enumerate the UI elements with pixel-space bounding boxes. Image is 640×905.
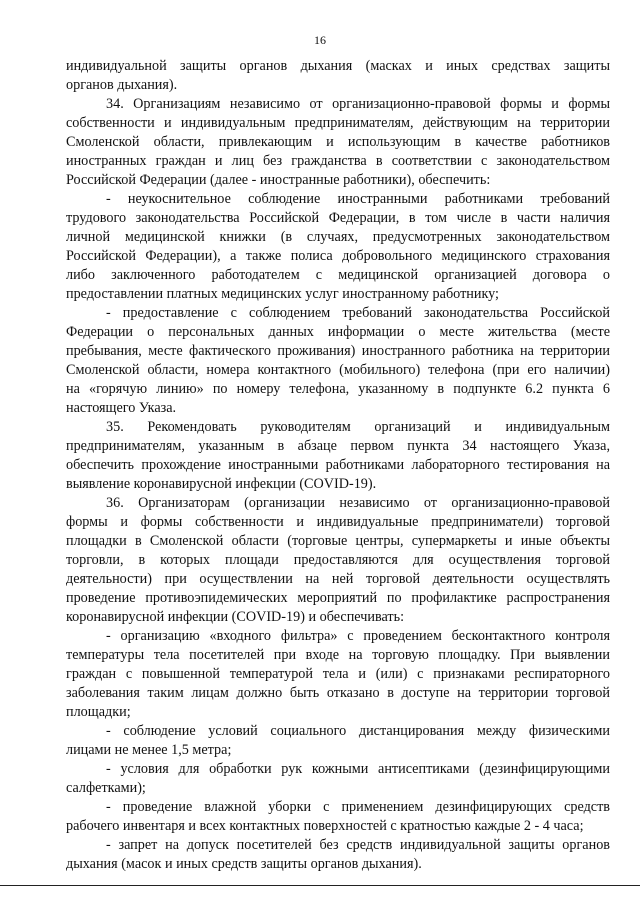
text-line: трудового законодательства Российской Федерации, в том числе в части наличия: [66, 210, 610, 226]
page-number: 16: [314, 33, 326, 47]
text-line: температуры тела посетителей при входе на торговую площадку. При выявлении: [66, 647, 610, 663]
text-line: личной медицинской книжки (в случаях, предусмотренных законодательством: [66, 229, 610, 245]
text-line: лицами не менее 1,5 метра;: [66, 742, 232, 758]
text-line: 35. Рекомендовать руководителям организаций и индивидуальным: [106, 419, 610, 435]
text-line: формы и формы собственности и индивидуальные предприниматели) торговой: [66, 514, 610, 530]
text-line: рабочего инвентаря и всех контактных поверхностей с кратностью каждые 2 - 4 часа;: [66, 818, 584, 834]
text-line: - условия для обработки рук кожными антисептиками (дезинфицирующими: [106, 761, 610, 777]
text-line: - соблюдение условий социального дистанцирования между физическими: [106, 723, 610, 739]
text-line: коронавирусной инфекции (COVID-19) и обеспечивать:: [66, 609, 405, 625]
text-line: иностранных граждан и лиц без гражданства в соответствии с законодательством: [66, 153, 610, 169]
text-line: заболевания таким лицам должно быть отказано в доступе на территории торговой: [66, 685, 610, 701]
bottom-divider: [0, 885, 640, 886]
text-line: 34. Организациям независимо от организационно-правовой формы и формы: [106, 96, 610, 112]
text-line: Российской Федерации), а также полиса добровольного медицинского страхования: [66, 248, 610, 264]
text-line: собственности и индивидуальным предпринимателям, действующим на территории: [66, 115, 610, 131]
text-line: пребывания, месте фактического проживания) иностранного работника на территории: [66, 343, 610, 359]
text-line: предоставлении платных медицинских услуг иностранному работнику;: [66, 286, 500, 302]
text-line: - запрет на допуск посетителей без средств индивидуальной защиты органов: [106, 837, 610, 853]
text-line: Российской Федерации (далее - иностранные работники), обеспечить:: [66, 172, 491, 188]
text-line: выявление коронавирусной инфекции (COVID-19).: [66, 476, 377, 492]
document-body: [66, 57, 610, 874]
text-line: органов дыхания).: [66, 77, 178, 93]
text-line: Смоленской области, привлекающим и использующим в качестве работников: [66, 134, 610, 150]
text-line: торговли, в которых площади предоставляются для осуществления торговой: [66, 552, 610, 568]
text-line: - неукоснительное соблюдение иностранными работниками требований: [106, 191, 610, 207]
text-line: - предоставление с соблюдением требований законодательства Российской: [106, 305, 610, 321]
text-line: граждан с повышенной температурой тела и (или) с признаками респираторного: [66, 666, 610, 682]
text-line: индивидуальной защиты органов дыхания (масках и иных средствах защиты: [66, 58, 610, 74]
text-line: либо заключенного работодателем с медицинской организацией договора о: [66, 267, 610, 283]
text-line: - проведение влажной уборки с применением дезинфицирующих средств: [106, 799, 610, 815]
text-line: - организацию «входного фильтра» с проведением бесконтактного контроля: [106, 628, 610, 644]
text-line: салфетками);: [66, 780, 146, 796]
text-line: дыхания (масок и иных средств защиты органов дыхания).: [66, 856, 422, 872]
text-line: Смоленской области, номера контактного (мобильного) телефона (при его наличии): [66, 362, 610, 378]
text-line: предпринимателям, указанным в абзаце первом пункта 34 настоящего Указа,: [66, 438, 610, 454]
text-line: Федерации о персональных данных информации о месте жительства (месте: [66, 324, 610, 340]
text-line: на «горячую линию» по номеру телефона, указанному в подпункте 6.2 пункта 6: [66, 381, 610, 397]
text-line: 36. Организаторам (организации независимо от организационно-правовой: [106, 495, 610, 511]
text-line: настоящего Указа.: [66, 400, 177, 416]
text-line: площадки в Смоленской области (торговые центры, супермаркеты и иные объекты: [66, 533, 610, 549]
text-line: деятельности) при осуществлении на ней торговой деятельности осуществлять: [66, 571, 610, 587]
text-line: проведение противоэпидемических мероприятий по профилактике распространения: [66, 590, 610, 606]
text-line: обеспечить прохождение иностранными работниками лабораторного тестирования на: [66, 457, 610, 473]
text-line: площадки;: [66, 704, 131, 720]
